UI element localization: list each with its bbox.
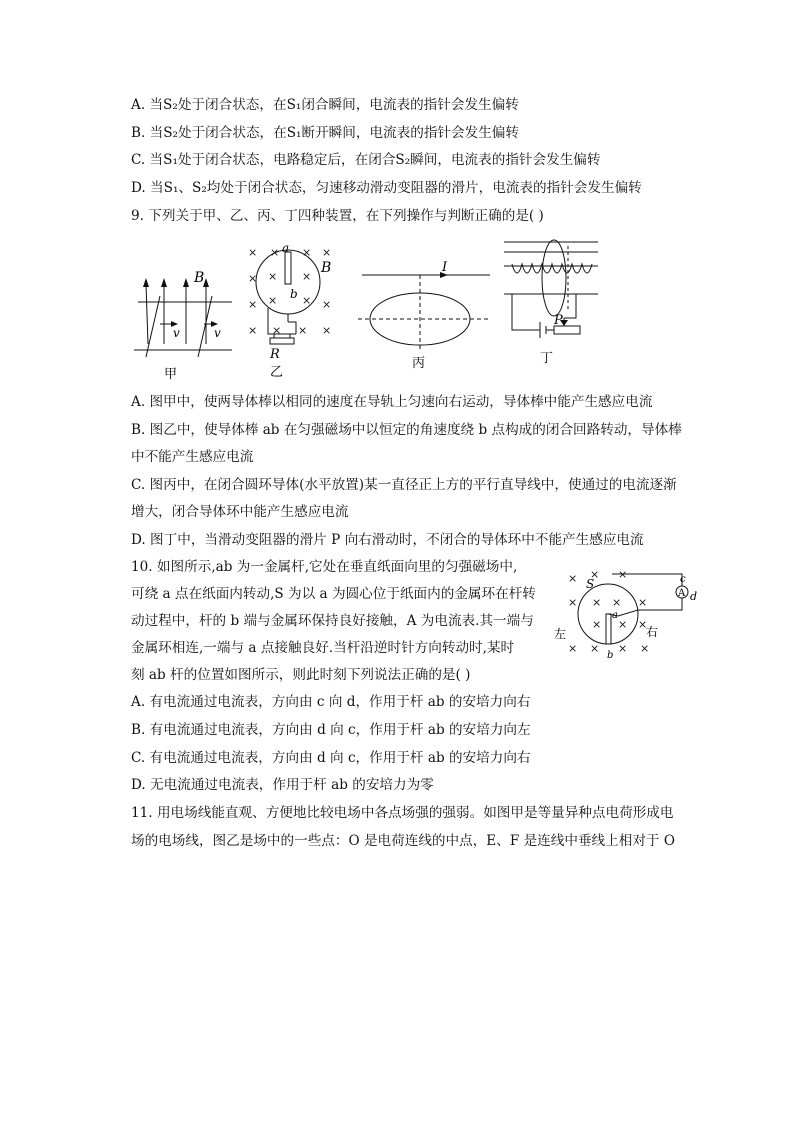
q9-option-b-line2: 中不能产生感应电流 bbox=[131, 449, 254, 465]
svg-text:×: × bbox=[592, 618, 602, 631]
q9-option-b-line1: B. 图乙中，使导体棒 ab 在匀强磁场中以恒定的角速度绕 b 点构成的闭合回路转动，导体棒 bbox=[131, 422, 682, 438]
svg-text:×: × bbox=[638, 596, 648, 609]
svg-text:×: × bbox=[270, 246, 280, 259]
label-ammeter-A: A bbox=[678, 588, 686, 599]
q9-option-d: D. 图丁中，当滑动变阻器的滑片 P 向右滑动时，不闭合的导体环中不能产生感应电流 bbox=[131, 532, 644, 548]
svg-text:×: × bbox=[248, 246, 258, 259]
figure-jia bbox=[128, 262, 238, 382]
svg-text:×: × bbox=[322, 324, 332, 337]
label-a-q10: a bbox=[612, 610, 618, 621]
q10-stem-line2: 可绕 a 点在纸面内转动,S 为以 a 为圆心位于纸面内的金属环在杆转 bbox=[131, 586, 536, 602]
svg-text:×: × bbox=[612, 596, 622, 609]
label-c: c bbox=[680, 574, 686, 585]
q10-option-a: A. 有电流通过电流表，方向由 c 向 d，作用于杆 ab 的安培力向右 bbox=[131, 694, 531, 710]
label-P: P bbox=[554, 313, 563, 328]
label-v2: v bbox=[214, 326, 221, 340]
svg-text:×: × bbox=[592, 596, 602, 609]
q8-option-a: A. 当S₂处于闭合状态，在S₁闭合瞬间，电流表的指针会发生偏转 bbox=[131, 97, 519, 113]
svg-text:×: × bbox=[248, 272, 258, 285]
svg-text:×: × bbox=[302, 270, 312, 283]
q10-stem-line1: 10. 如图所示,ab 为一金属杆,它处在垂直纸面向里的匀强磁场中, bbox=[131, 559, 518, 575]
svg-text:×: × bbox=[302, 294, 312, 307]
label-v1: v bbox=[173, 326, 180, 340]
label-I: I bbox=[442, 260, 448, 275]
q10-option-b: B. 有电流通过电流表，方向由 d 向 c，作用于杆 ab 的安培力向左 bbox=[131, 722, 531, 738]
q8-option-b: B. 当S₂处于闭合状态，在S₁断开瞬间，电流表的指针会发生偏转 bbox=[131, 125, 519, 141]
label-B-yi: B bbox=[321, 260, 332, 276]
svg-text:×: × bbox=[268, 270, 278, 283]
figure-q10 bbox=[552, 566, 698, 660]
label-b: b bbox=[290, 287, 298, 301]
label-bing: 丙 bbox=[412, 356, 426, 371]
q8-option-c: C. 当S₁处于闭合状态，电路稳定后，在闭合S₂瞬间，电流表的指针会发生偏转 bbox=[131, 152, 601, 168]
svg-text:×: × bbox=[322, 246, 332, 259]
svg-text:×: × bbox=[248, 298, 258, 311]
q11-stem-line2: 场的电场线，图乙是场中的一些点：O 是电荷连线的中点，E、F 是连线中垂线上相对于 O bbox=[131, 833, 675, 849]
svg-text:×: × bbox=[568, 572, 578, 585]
svg-text:×: × bbox=[568, 596, 578, 609]
label-b-q10: b bbox=[607, 650, 614, 660]
label-left: 左 bbox=[554, 627, 567, 641]
svg-text:×: × bbox=[590, 642, 600, 655]
q10-stem-line5: 刻 ab 杆的位置如图所示，则此时刻下列说法正确的是( ) bbox=[131, 667, 471, 683]
q10-option-c: C. 有电流通过电流表，方向由 d 向 c，作用于杆 ab 的安培力向右 bbox=[131, 750, 531, 766]
q9-option-c-line1: C. 图丙中，在闭合圆环导体(水平放置)某一直径正上方的平行直导线中，使通过的电流逐渐 bbox=[131, 477, 677, 493]
label-ding: 丁 bbox=[540, 351, 554, 366]
label-S: S bbox=[586, 577, 595, 591]
label-right: 右 bbox=[646, 625, 659, 639]
q10-stem-line3: 动过程中，杆的 b 端与金属环保持良好接触，A 为电流表.其一端与 bbox=[131, 613, 534, 629]
svg-text:×: × bbox=[638, 618, 648, 631]
svg-text:×: × bbox=[618, 568, 628, 581]
svg-text:×: × bbox=[590, 568, 600, 581]
svg-text:×: × bbox=[322, 298, 332, 311]
label-B: B bbox=[194, 270, 205, 286]
svg-text:×: × bbox=[272, 324, 282, 337]
q10-option-d: D. 无电流通过电流表，作用于杆 ab 的安培力为零 bbox=[131, 777, 434, 793]
svg-text:×: × bbox=[268, 294, 278, 307]
q11-stem-line1: 11. 用电场线能直观、方便地比较电场中各点场强的强弱。如图甲是等量异种点电荷形成电 bbox=[131, 805, 674, 821]
svg-text:×: × bbox=[618, 642, 628, 655]
q10-stem-line4: 金属环相连,一端与 a 点接触良好.当杆沿逆时针方向转动时,某时 bbox=[131, 640, 515, 656]
label-yi: 乙 bbox=[270, 365, 284, 380]
svg-text:×: × bbox=[298, 324, 308, 337]
q9-option-a: A. 图甲中，使两导体棒以相同的速度在导轨上匀速向右运动，导体棒中能产生感应电流 bbox=[131, 394, 653, 410]
svg-text:×: × bbox=[618, 618, 628, 631]
label-d: d bbox=[690, 590, 698, 603]
figure-yi bbox=[244, 240, 340, 382]
label-a: a bbox=[282, 241, 290, 255]
svg-text:×: × bbox=[302, 246, 312, 259]
figure-bing bbox=[356, 255, 496, 375]
q9-option-c-line2: 增大，闭合导体环中能产生感应电流 bbox=[131, 504, 349, 520]
svg-text:×: × bbox=[568, 642, 578, 655]
label-jia: 甲 bbox=[164, 367, 178, 382]
figure-ding bbox=[500, 238, 610, 368]
q8-option-d: D. 当S₁、S₂均处于闭合状态，匀速移动滑动变阻器的滑片，电流表的指针会发生偏转 bbox=[131, 180, 642, 196]
label-R: R bbox=[270, 347, 280, 362]
svg-text:×: × bbox=[640, 642, 650, 655]
svg-text:×: × bbox=[248, 324, 258, 337]
q9-stem: 9. 下列关于甲、乙、丙、丁四种装置，在下列操作与判断正确的是( ) bbox=[131, 208, 544, 224]
